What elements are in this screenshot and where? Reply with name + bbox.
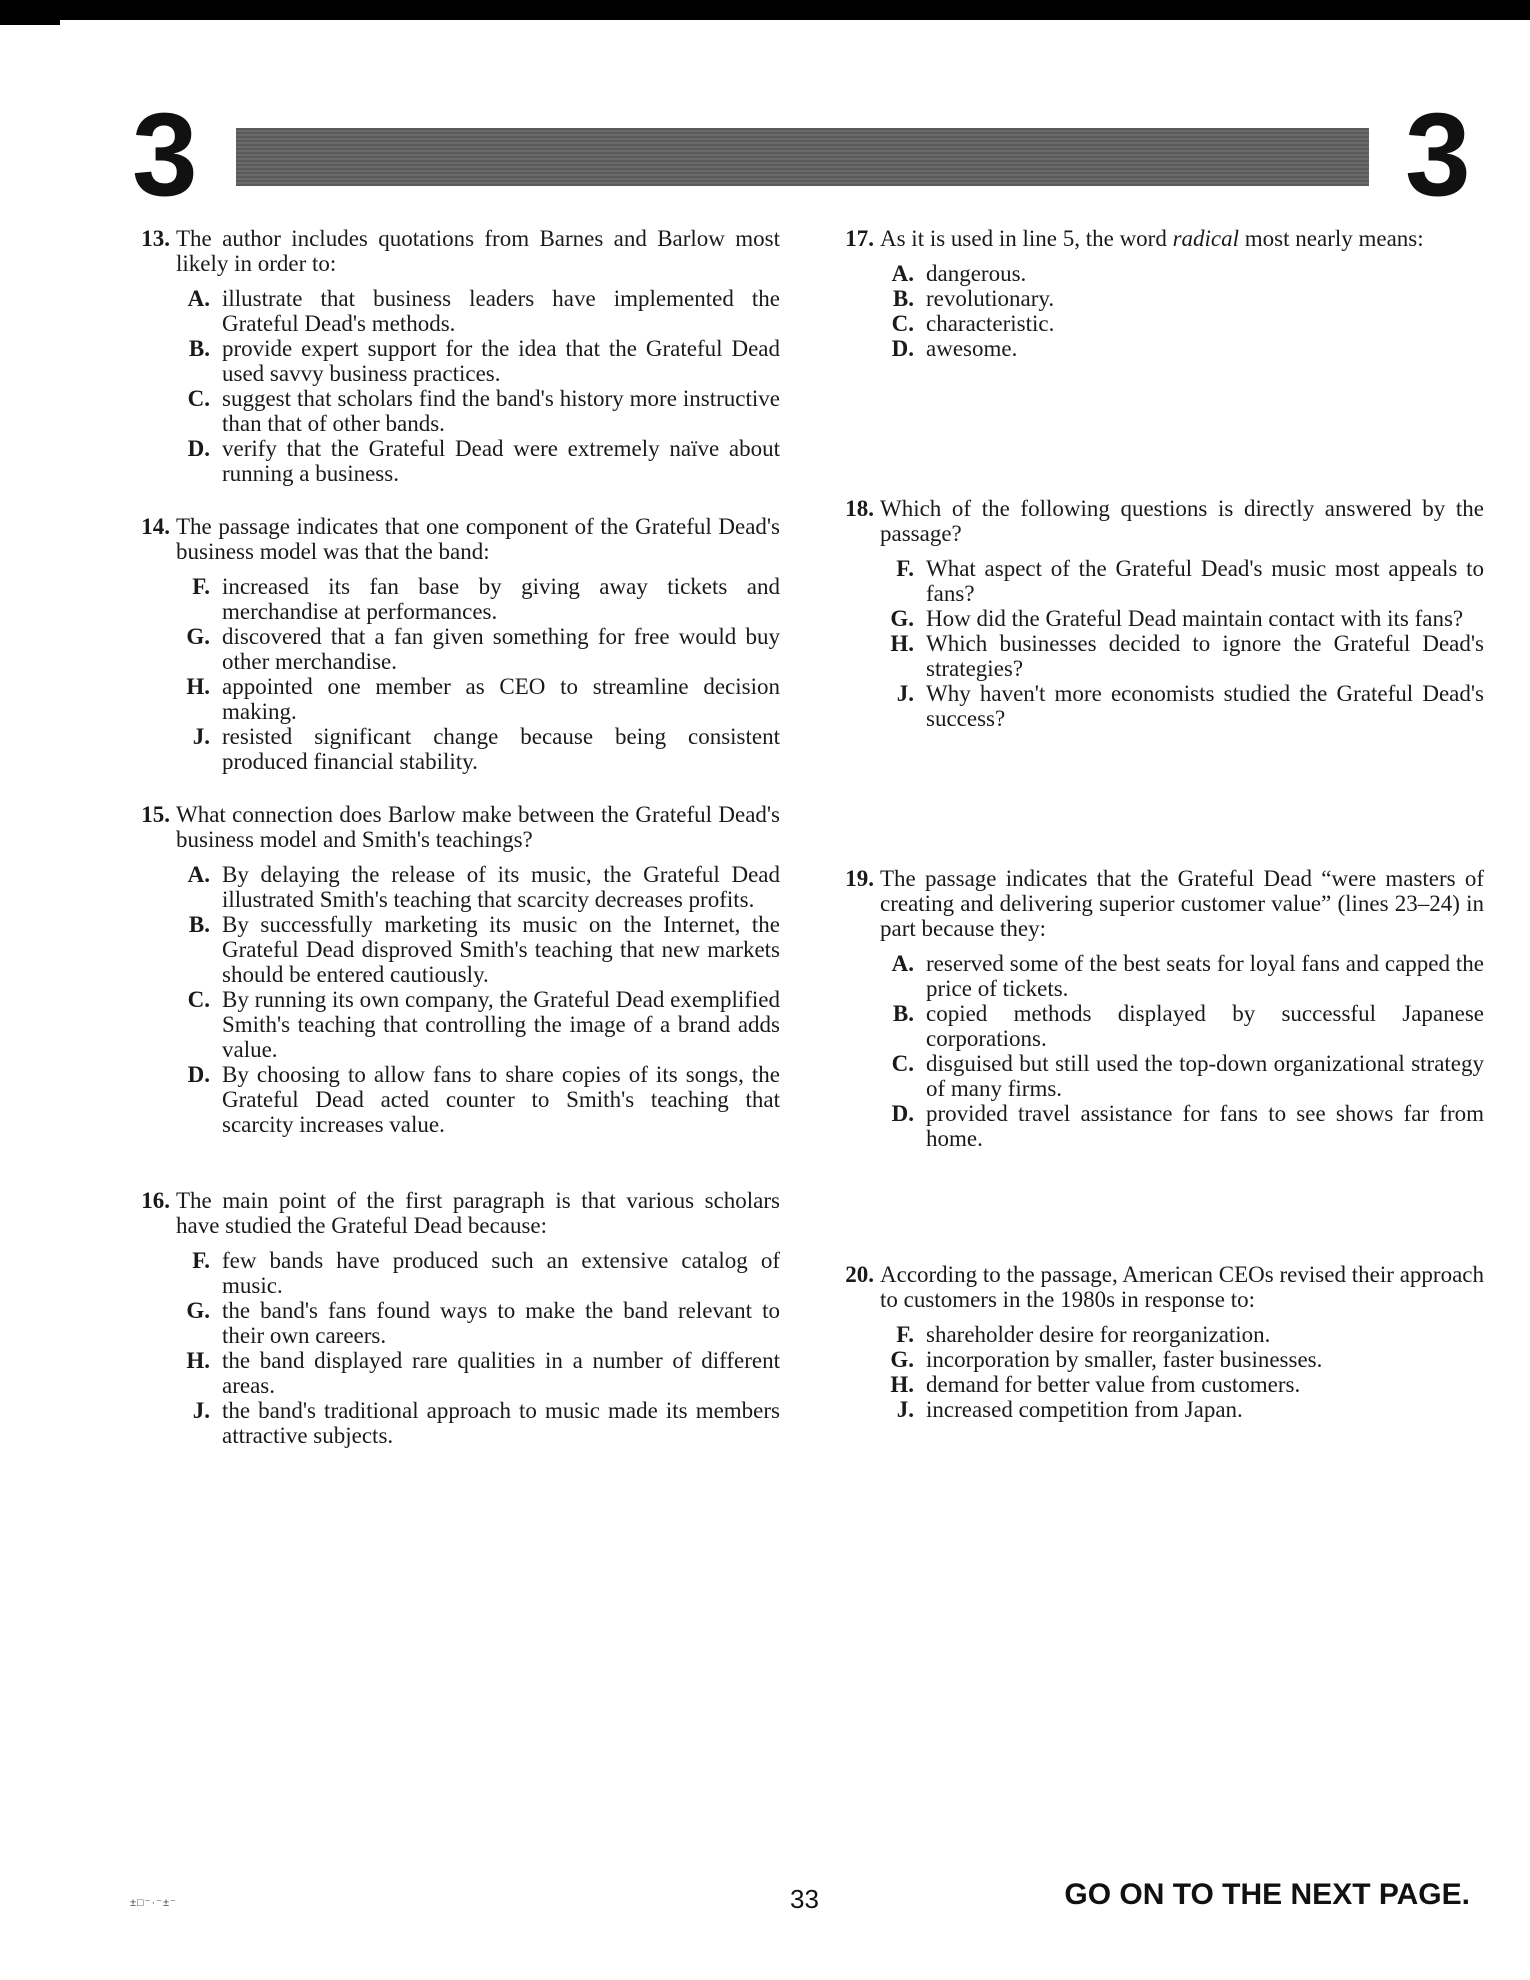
option-text: copied methods displayed by successful Japanese corporations. [926, 1001, 1484, 1051]
option-letter: C. [891, 311, 914, 336]
answer-options [176, 1248, 780, 1448]
question-text [880, 226, 1484, 251]
answer-option[interactable] [880, 1372, 1484, 1397]
answer-option[interactable] [176, 436, 780, 486]
answer-options [880, 951, 1484, 1151]
answer-options [176, 862, 780, 1137]
answer-option[interactable] [880, 681, 1484, 731]
answer-option[interactable] [880, 261, 1484, 286]
question-13 [132, 226, 780, 486]
answer-option[interactable] [880, 606, 1484, 631]
question-15 [132, 802, 780, 1137]
question-stem [132, 802, 780, 852]
option-letter: B. [188, 912, 210, 937]
question-stem [836, 1262, 1484, 1312]
answer-option[interactable] [176, 862, 780, 912]
question-number: 14. [141, 514, 170, 539]
question-19 [836, 866, 1484, 1151]
question-17 [836, 226, 1484, 361]
answer-option[interactable] [176, 286, 780, 336]
question-text-end: most nearly means: [1239, 226, 1424, 251]
option-text: discovered that a fan given something for free would buy other merchandise. [222, 624, 780, 674]
option-letter: C. [187, 987, 210, 1012]
top-border-tab [0, 20, 60, 25]
option-letter: D. [891, 1101, 914, 1126]
option-letter: B. [892, 286, 914, 311]
question-text: The main point of the first paragraph is that various scholars have studied the Grateful Dead because: [176, 1188, 780, 1238]
option-text: What aspect of the Grateful Dead's music most appeals to fans? [926, 556, 1484, 606]
answer-option[interactable] [176, 1298, 780, 1348]
option-text: the band's traditional approach to music made its members attractive subjects. [222, 1398, 780, 1448]
option-letter: G. [186, 624, 210, 649]
option-text: increased its fan base by giving away tickets and merchandise at performances. [222, 574, 780, 624]
option-letter: A. [891, 261, 914, 286]
option-text: appointed one member as CEO to streamline decision making. [222, 674, 780, 724]
answer-option[interactable] [880, 1322, 1484, 1347]
option-letter: H. [186, 674, 210, 699]
question-number: 19. [845, 866, 874, 891]
footer-form-code: ±□⁻·⁻±⁻ [130, 1897, 177, 1909]
question-number: 15. [141, 802, 170, 827]
option-text: dangerous. [926, 261, 1027, 286]
option-text: By successfully marketing its music on the Internet, the Grateful Dead disproved Smith's teaching that new markets should be entered cautiously. [222, 912, 780, 987]
option-text: By delaying the release of its music, the Grateful Dead illustrated Smith's teaching that scarcity decreases profits. [222, 862, 780, 912]
answer-option[interactable] [880, 311, 1484, 336]
option-letter: H. [186, 1348, 210, 1373]
answer-option[interactable] [176, 1062, 780, 1137]
option-text: By choosing to allow fans to share copies of its songs, the Grateful Dead acted counter to Smith's teaching that scarcity increases value. [222, 1062, 780, 1137]
page-number: 33 [790, 1884, 819, 1914]
option-letter: F. [896, 556, 914, 581]
option-letter: A. [891, 951, 914, 976]
question-number: 20. [845, 1262, 874, 1287]
question-number: 17. [845, 226, 874, 251]
answer-options [880, 1322, 1484, 1422]
answer-option[interactable] [176, 386, 780, 436]
answer-options [176, 286, 780, 486]
option-letter: J. [896, 1397, 914, 1422]
question-stem [836, 226, 1484, 251]
question-18 [836, 496, 1484, 731]
question-text: The passage indicates that one component of the Grateful Dead's business model was that the band: [176, 514, 780, 564]
option-text: suggest that scholars find the band's history more instructive than that of other bands. [222, 386, 780, 436]
question-stem [132, 1188, 780, 1238]
answer-option[interactable] [880, 286, 1484, 311]
question-16 [132, 1188, 780, 1448]
question-number: 18. [845, 496, 874, 521]
option-letter: D. [891, 336, 914, 361]
option-letter: A. [187, 862, 210, 887]
option-letter: B. [892, 1001, 914, 1026]
option-letter: D. [187, 1062, 210, 1087]
question-text: Which of the following questions is directly answered by the passage? [880, 496, 1484, 546]
option-text: Which businesses decided to ignore the Grateful Dead's strategies? [926, 631, 1484, 681]
option-text: revolutionary. [926, 286, 1055, 311]
option-letter: A. [187, 286, 210, 311]
option-text: characteristic. [926, 311, 1055, 336]
option-text: awesome. [926, 336, 1018, 361]
question-stem [132, 514, 780, 564]
option-text: provide expert support for the idea that the Grateful Dead used savvy business practices. [222, 336, 780, 386]
answer-option[interactable] [176, 1348, 780, 1398]
option-letter: D. [187, 436, 210, 461]
option-letter: F. [192, 1248, 210, 1273]
option-letter: F. [192, 574, 210, 599]
question-text-start: As it is used in line 5, the word [880, 226, 1173, 251]
section-header-band [236, 128, 1369, 186]
go-on-next-page-label: GO ON TO THE NEXT PAGE. [1064, 1878, 1470, 1911]
answer-option[interactable] [880, 631, 1484, 681]
option-text: provided travel assistance for fans to see shows far from home. [926, 1101, 1484, 1151]
option-text: demand for better value from customers. [926, 1372, 1301, 1397]
answer-option[interactable] [176, 574, 780, 624]
highlighted-word: radical [1172, 226, 1240, 251]
answer-option[interactable] [880, 556, 1484, 606]
option-text: verify that the Grateful Dead were extremely naïve about running a business. [222, 436, 780, 486]
answer-option[interactable] [880, 336, 1484, 361]
top-border-bar [0, 0, 1530, 20]
answer-option[interactable] [176, 912, 780, 987]
answer-option[interactable] [880, 1001, 1484, 1051]
option-letter: G. [890, 1347, 914, 1372]
option-text: disguised but still used the top-down organizational strategy of many firms. [926, 1051, 1484, 1101]
section-number-left: 3 [132, 89, 198, 221]
option-letter: G. [890, 606, 914, 631]
option-letter: J. [192, 724, 210, 749]
question-20 [836, 1262, 1484, 1422]
answer-option[interactable] [880, 1051, 1484, 1101]
question-stem [836, 496, 1484, 546]
question-stem [132, 226, 780, 276]
answer-option[interactable] [176, 1248, 780, 1298]
question-text: The passage indicates that the Grateful Dead “were masters of creating and delivering superior customer value” (lines 23–24) in part because they: [880, 866, 1484, 941]
answer-options [176, 574, 780, 774]
option-text: the band's fans found ways to make the band relevant to their own careers. [222, 1298, 780, 1348]
question-number: 16. [141, 1188, 170, 1213]
option-text: By running its own company, the Grateful Dead exemplified Smith's teaching that controlling the image of a brand adds value. [222, 987, 780, 1062]
answer-option[interactable] [176, 674, 780, 724]
option-letter: C. [891, 1051, 914, 1076]
answer-option[interactable] [176, 724, 780, 774]
option-letter: J. [192, 1398, 210, 1423]
option-text: few bands have produced such an extensive catalog of music. [222, 1248, 780, 1298]
option-text: incorporation by smaller, faster businesses. [926, 1347, 1323, 1372]
option-text: the band displayed rare qualities in a number of different areas. [222, 1348, 780, 1398]
answer-options [880, 556, 1484, 731]
question-number: 13. [141, 226, 170, 251]
answer-option[interactable] [880, 1101, 1484, 1151]
option-letter: H. [890, 631, 914, 656]
question-14 [132, 514, 780, 774]
option-text: resisted significant change because being consistent produced financial stability. [222, 724, 780, 774]
answer-option[interactable] [176, 987, 780, 1062]
option-letter: G. [186, 1298, 210, 1323]
option-letter: H. [890, 1372, 914, 1397]
option-letter: J. [896, 681, 914, 706]
question-text: The author includes quotations from Barnes and Barlow most likely in order to: [176, 226, 780, 276]
answer-option[interactable] [880, 1347, 1484, 1372]
option-letter: C. [187, 386, 210, 411]
option-text: How did the Grateful Dead maintain contact with its fans? [926, 606, 1464, 631]
answer-option[interactable] [176, 336, 780, 386]
answer-option[interactable] [176, 1398, 780, 1448]
question-stem [836, 866, 1484, 941]
option-text: increased competition from Japan. [926, 1397, 1243, 1422]
answer-option[interactable] [880, 1397, 1484, 1422]
section-number-right: 3 [1405, 89, 1471, 221]
answer-option[interactable] [880, 951, 1484, 1001]
option-text: Why haven't more economists studied the Grateful Dead's success? [926, 681, 1484, 731]
option-letter: F. [896, 1322, 914, 1347]
question-text: According to the passage, American CEOs revised their approach to customers in the 1980s in response to: [880, 1262, 1484, 1312]
option-text: illustrate that business leaders have implemented the Grateful Dead's methods. [222, 286, 780, 336]
option-text: shareholder desire for reorganization. [926, 1322, 1271, 1347]
question-text: What connection does Barlow make between the Grateful Dead's business model and Smith's teachings? [176, 802, 780, 852]
answer-option[interactable] [176, 624, 780, 674]
option-letter: B. [188, 336, 210, 361]
option-text: reserved some of the best seats for loyal fans and capped the price of tickets. [926, 951, 1484, 1001]
answer-options [880, 261, 1484, 361]
